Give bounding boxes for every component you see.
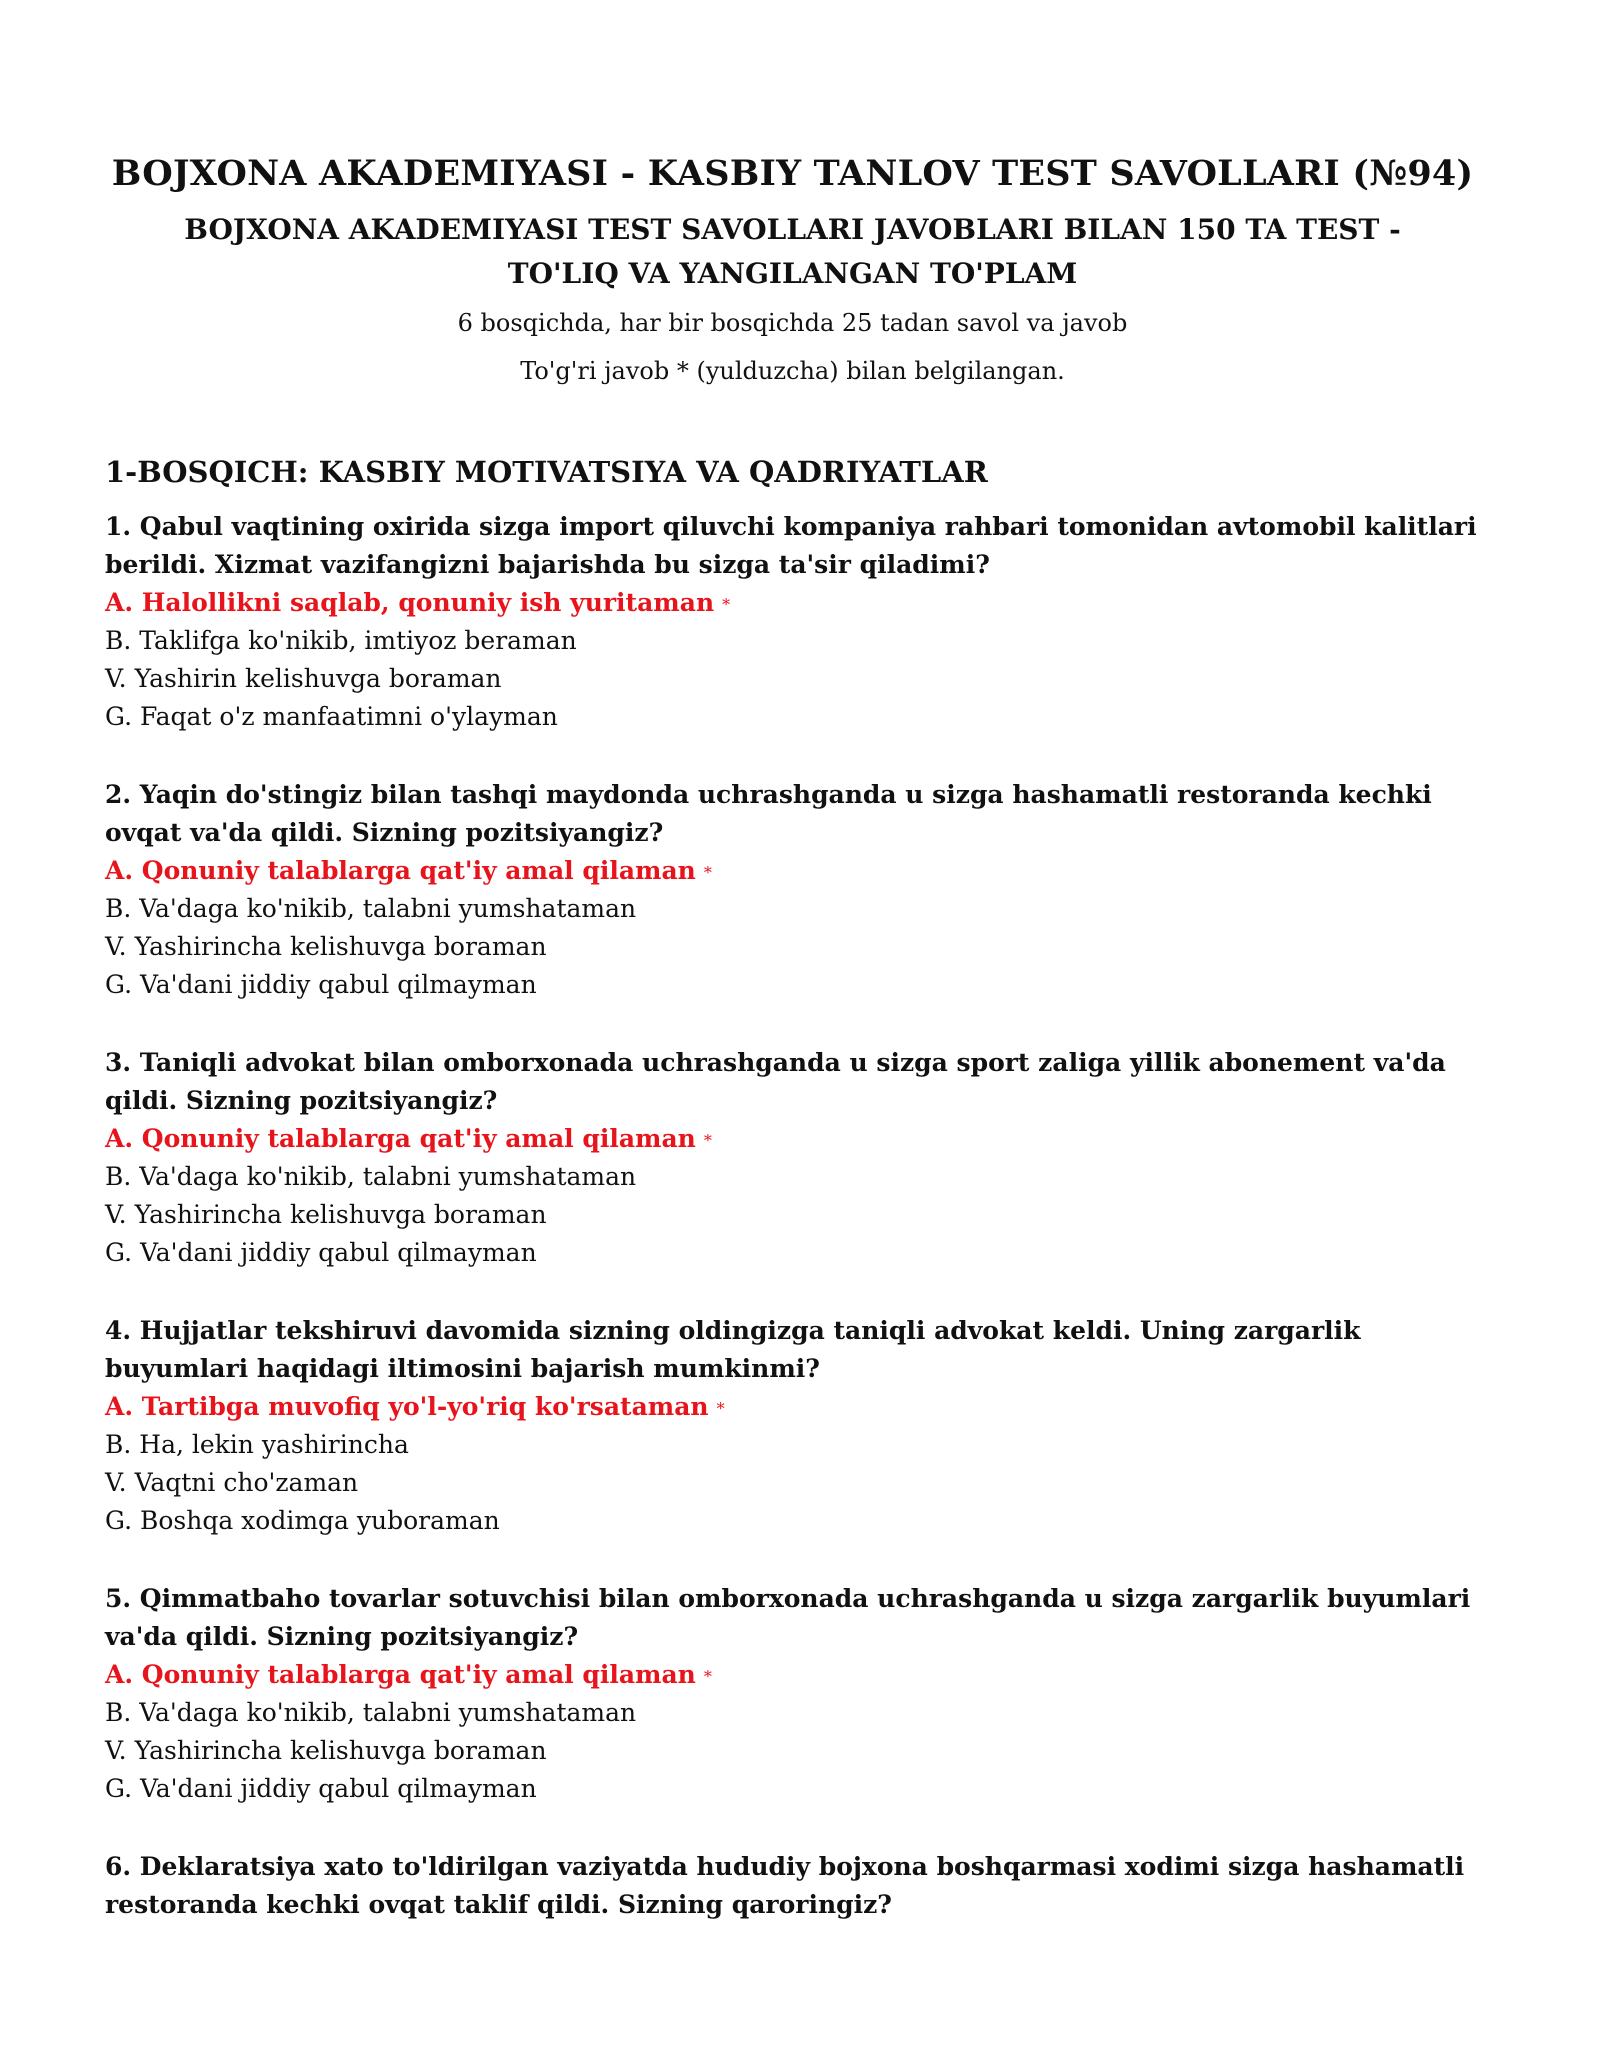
option: V. Vaqtni cho'zaman	[105, 1468, 359, 1497]
option: G. Va'dani jiddiy qabul qilmayman	[105, 1774, 537, 1803]
section-title: 1-BOSQICH: KASBIY MOTIVATSIYA VA QADRIYATLAR	[105, 455, 988, 489]
option-label: A. Tartibga muvofiq yo'l-yo'riq ko'rsataman	[105, 1392, 709, 1421]
question-6	[105, 1848, 1480, 1924]
option: V. Yashirincha kelishuvga boraman	[105, 1200, 547, 1229]
option: B. Va'daga ko'nikib, talabni yumshataman	[105, 894, 637, 923]
correct-star-marker: *	[722, 595, 731, 614]
option: V. Yashirincha kelishuvga boraman	[105, 932, 547, 961]
option: V. Yashirin kelishuvga boraman	[105, 664, 502, 693]
option: B. Va'daga ko'nikib, talabni yumshataman	[105, 1698, 637, 1727]
option-correct	[105, 1656, 1480, 1694]
option: B. Va'daga ko'nikib, talabni yumshataman	[105, 1162, 637, 1191]
option-correct	[105, 1388, 1480, 1426]
document-subtitle: BOJXONA AKADEMIYASI TEST SAVOLLARI JAVOBLARI BILAN 150 TA TEST - TO'LIQ VA YANGILANGAN TO'PLAM	[184, 213, 1401, 290]
question-4	[105, 1312, 1480, 1540]
correct-star-marker: *	[703, 1131, 712, 1150]
question-text: 6. Deklaratsiya xato to'ldirilgan vaziyatda hududiy bojxona boshqarmasi xodimi sizga hashamatli restoranda kechki ovqat taklif qildi. Sizning qaroringiz?	[105, 1852, 1465, 1919]
question-text: 5. Qimmatbaho tovarlar sotuvchisi bilan omborxonada uchrashganda u sizga zargarlik buyumlari va'da qildi. Sizning pozitsiyangiz?	[105, 1584, 1471, 1651]
option-label: A. Qonuniy talablarga qat'iy amal qilaman	[105, 1660, 696, 1689]
option-label: A. Qonuniy talablarga qat'iy amal qilaman	[105, 1124, 696, 1153]
intro-line-1: 6 bosqichda, har bir bosqichda 25 tadan savol va javob	[457, 309, 1128, 337]
correct-star-marker: *	[703, 863, 712, 882]
option: V. Yashirincha kelishuvga boraman	[105, 1736, 547, 1765]
question-text: 1. Qabul vaqtining oxirida sizga import qiluvchi kompaniya rahbari tomonidan avtomobil kalitlari berildi. Xizmat vazifangizni bajarishda bu sizga ta'sir qiladimi?	[105, 512, 1477, 579]
question-text: 2. Yaqin do'stingiz bilan tashqi maydonda uchrashganda u sizga hashamatli restoranda kechki ovqat va'da qildi. Sizning pozitsiyangiz?	[105, 780, 1432, 847]
option-correct	[105, 584, 1480, 622]
correct-star-marker: *	[716, 1399, 725, 1418]
option: G. Boshqa xodimga yuboraman	[105, 1506, 500, 1535]
option: B. Ha, lekin yashirincha	[105, 1430, 409, 1459]
question-text: 3. Taniqli advokat bilan omborxonada uchrashganda u sizga sport zaliga yillik abonement va'da qildi. Sizning pozitsiyangiz?	[105, 1048, 1446, 1115]
option: G. Faqat o'z manfaatimni o'ylayman	[105, 702, 558, 731]
option: G. Va'dani jiddiy qabul qilmayman	[105, 970, 537, 999]
correct-star-marker: *	[703, 1667, 712, 1686]
question-1	[105, 508, 1480, 736]
option-label: A. Halollikni saqlab, qonuniy ish yuritaman	[105, 588, 715, 617]
question-2	[105, 776, 1480, 1004]
question-3	[105, 1044, 1480, 1272]
intro-line-2: To'g'ri javob * (yulduzcha) bilan belgilangan.	[520, 357, 1065, 385]
option: B. Taklifga ko'nikib, imtiyoz beraman	[105, 626, 577, 655]
option-correct	[105, 1120, 1480, 1158]
option-correct	[105, 852, 1480, 890]
option-label: A. Qonuniy talablarga qat'iy amal qilaman	[105, 856, 696, 885]
document-title: BOJXONA AKADEMIYASI - KASBIY TANLOV TEST SAVOLLARI (№94)	[111, 153, 1474, 194]
question-5	[105, 1580, 1480, 1808]
option: G. Va'dani jiddiy qabul qilmayman	[105, 1238, 537, 1267]
question-text: 4. Hujjatlar tekshiruvi davomida sizning oldingizga taniqli advokat keldi. Uning zargarlik buyumlari haqidagi iltimosini bajarish mumkinmi?	[105, 1316, 1361, 1383]
